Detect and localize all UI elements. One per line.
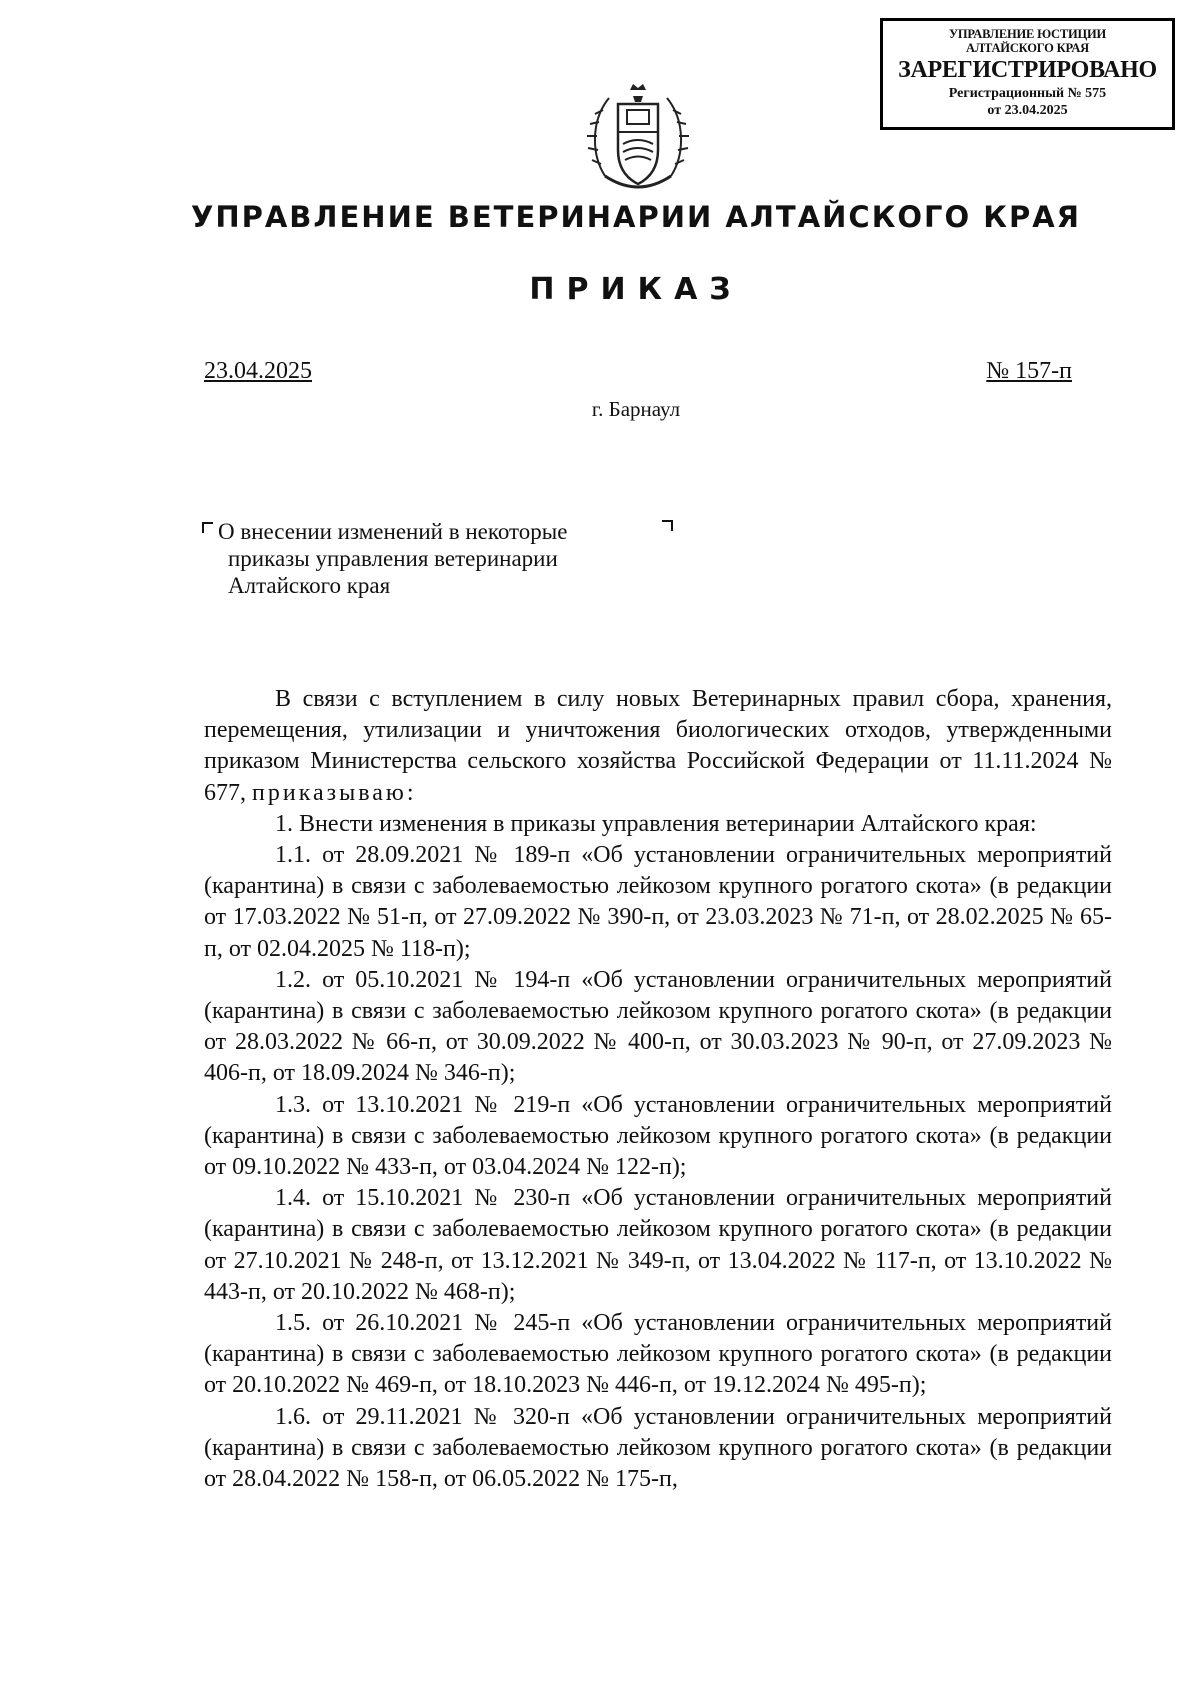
registration-stamp [880,18,1175,130]
document-subject [218,518,670,599]
item-1-2: 1.2. от 05.10.2021 № 194-п «Об установлении ограничительных мероприятий (карантина) в связи с заболеваемостью лейкозом крупного рогатого скота» (в редакции от 28.03.2022 № 66-п, от 30.09.2022 № 400-п, от 30.03.2023 № 90-п, от 27.09.2023 № 406-п, от 18.09.2024 № 346-п); [204,966,1112,1087]
stamp-reg-number: Регистрационный № 575 [948,86,1107,101]
document-body [204,684,1112,1495]
intro-paragraph [204,684,1112,809]
item-1-4: 1.4. от 15.10.2021 № 230-п «Об установлении ограничительных мероприятий (карантина) в связи с заболеваемостью лейкозом крупного рогатого скота» (в редакции от 27.10.2021 № 248-п, от 13.12.2021 № 349-п, от 13.04.2022 № 117-п, от 13.10.2022 № 443-п, от 20.10.2022 № 468-п); [204,1185,1112,1305]
stamp-authority-line2: АЛТАЙСКОГО КРАЯ [966,41,1089,55]
item-1-5: 1.5. от 26.10.2021 № 245-п «Об установлении ограничительных мероприятий (карантина) в связи с заболеваемостью лейкозом крупного рогатого скота» (в редакции от 20.10.2022 № 469-п, от 18.10.2023 № 446-п, от 19.12.2024 № 495-п); [204,1310,1112,1399]
item-1-3: 1.3. от 13.10.2021 № 219-п «Об установлении ограничительных мероприятий (карантина) в связи с заболеваемостью лейкозом крупного рогатого скота» (в редакции от 09.10.2022 № 433-п, от 03.04.2024 № 122-п); [204,1091,1112,1181]
item-1-1: 1.1. от 28.09.2021 № 189-п «Об установлении ограничительных мероприятий (карантина) в связи с заболеваемостью лейкозом крупного рогатого скота» (в редакции от 17.03.2022 № 51-п, от 27.09.2022 № 390-п, от 23.03.2023 № 71-п, от 28.02.2025 № 65-п, от 02.04.2025 № 118-п); [204,842,1112,962]
intro-text: В связи с вступлением в силу новых Ветеринарных правил сбора, хранения, перемещения, утилизации и уничтожения биологических отходов, утвержденными приказом Министерства сельского хозяйства Российской Федерации от 11.11.2024 № 677, [204,686,1112,806]
subject-line-2: приказы управления ветеринарии [228,546,558,571]
document-city: г. Барнаул [591,397,681,421]
document-number: № 157-п [986,358,1072,384]
stamp-reg-date: от 23.04.2025 [987,103,1068,118]
item-1: 1. Внести изменения в приказы управления ветеринарии Алтайского края: [275,810,1037,837]
stamp-authority-line1: УПРАВЛЕНИЕ ЮСТИЦИИ [948,27,1107,41]
item-1-6: 1.6. от 29.11.2021 № 320-п «Об установлении ограничительных мероприятий (карантина) в связи с заболеваемостью лейкозом крупного рогатого скота» (в редакции от 28.04.2022 № 158-п, от 06.05.2022 № 175-п, [204,1403,1112,1493]
coat-of-arms-icon [583,76,693,204]
stamp-status: ЗАРЕГИСТРИРОВАНО [898,57,1157,83]
document-date: 23.04.2025 [204,358,312,384]
subject-line-3: Алтайского края [228,573,391,598]
subject-line-1: О внесении изменений в некоторые [218,519,568,544]
organization-name: УПРАВЛЕНИЕ ВЕТЕРИНАРИИ АЛТАЙСКОГО КРАЯ [190,200,1082,234]
document-type-title: ПРИКАЗ [529,272,743,307]
order-verb: приказываю: [252,779,417,806]
subject-corner-left [202,522,213,533]
